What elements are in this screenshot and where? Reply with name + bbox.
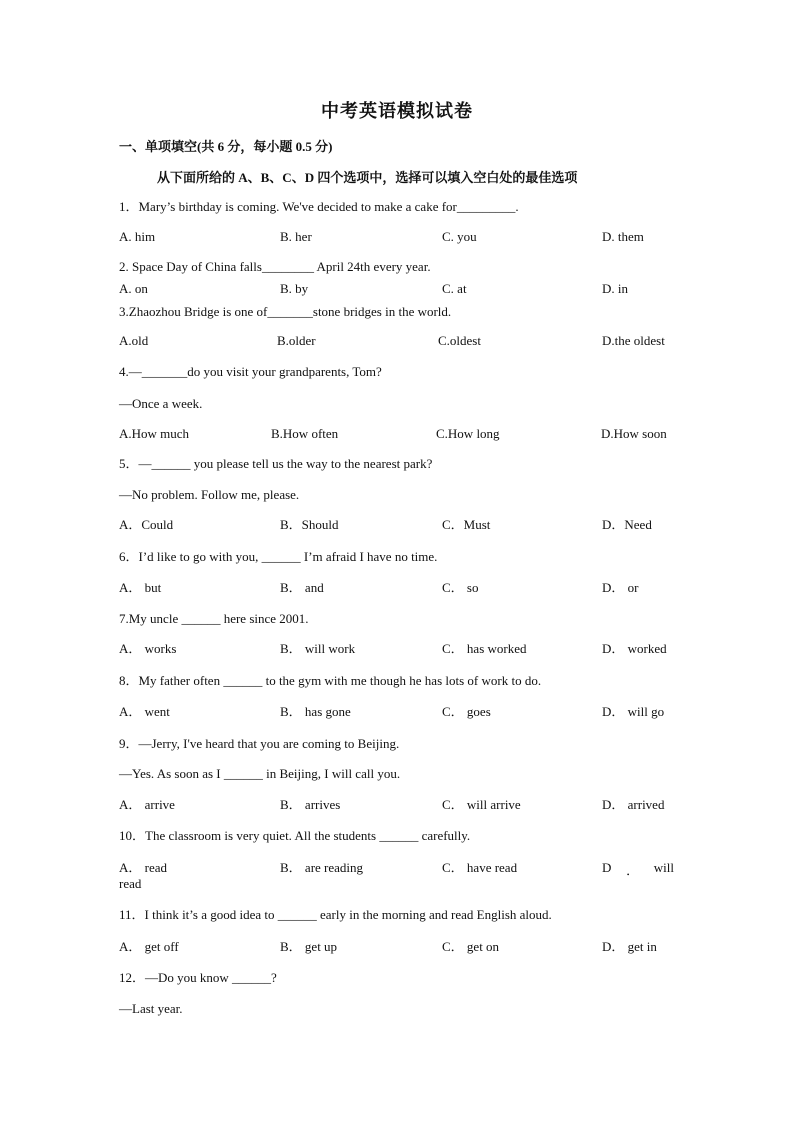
question-10-option-d-word: will (653, 860, 674, 875)
question-11-option-a: A． get off (119, 939, 179, 954)
question-10-option-c: C． have read (442, 860, 518, 875)
question-9-option-b: B． arrives (280, 797, 341, 812)
question-4-option-c: C.How long (436, 426, 500, 441)
question-1-option-d: D. them (602, 229, 644, 244)
question-6-option-c: C． so (442, 580, 479, 595)
question-12-response: —Last year. (119, 1001, 183, 1016)
question-11-stem: 11．I think it’s a good idea to ______ early in the morning and read English aloud. (119, 907, 552, 922)
question-7-option-a: A． works (119, 641, 177, 656)
question-5-option-d: D．Need (602, 517, 652, 532)
question-7-option-c: C． has worked (442, 641, 527, 656)
question-10-option-b: B． are reading (280, 860, 364, 875)
question-4-option-d: D.How soon (601, 426, 667, 441)
question-5-option-c: C．Must (442, 517, 491, 532)
question-9-option-c: C． will arrive (442, 797, 521, 812)
question-4-option-b: B.How often (271, 426, 339, 441)
question-10-option-d-wrap: read (119, 876, 142, 891)
question-10-option-a: A． read (119, 860, 168, 875)
question-6-option-b: B． and (280, 580, 324, 595)
question-2-option-b: B. by (280, 281, 309, 296)
question-2-option-c: C. at (442, 281, 467, 296)
question-1-option-a: A. him (119, 229, 156, 244)
question-3-option-a: A.old (119, 333, 149, 348)
question-11-option-b: B． get up (280, 939, 338, 954)
question-7-option-d: D． worked (602, 641, 667, 656)
question-8-option-b: B． has gone (280, 704, 351, 719)
question-6-option-d: D． or (602, 580, 639, 595)
question-6-stem: 6．I’d like to go with you, ______ I’m afraid I have no time. (119, 549, 438, 564)
question-5-stem: 5．—______ you please tell us the way to the nearest park? (119, 456, 433, 471)
question-2-option-d: D. in (602, 281, 628, 296)
question-6-option-a: A． but (119, 580, 162, 595)
question-11-option-c: C． get on (442, 939, 500, 954)
question-8-option-a: A． went (119, 704, 170, 719)
question-2-stem: 2. Space Day of China falls________ April 24th every year. (119, 259, 431, 274)
question-1-option-b: B. her (280, 229, 312, 244)
question-10-option-d-letter: D (602, 860, 612, 875)
question-3-option-c: C.oldest (438, 333, 481, 348)
question-9-stem: 9．—Jerry, I've heard that you are coming to Beijing. (119, 736, 400, 751)
question-8-option-c: C． goes (442, 704, 491, 719)
section-heading: 一、单项填空(共 6 分，每小题 0.5 分) (119, 139, 333, 154)
question-10-stem: 10．The classroom is very quiet. All the students ______ carefully. (119, 828, 471, 843)
question-1-stem: 1．Mary’s birthday is coming. We've decided to make a cake for_________. (119, 199, 519, 214)
question-3-option-b: B.older (277, 333, 316, 348)
question-9-option-d: D． arrived (602, 797, 665, 812)
question-9-option-a: A． arrive (119, 797, 175, 812)
question-10-option-d (602, 860, 674, 879)
question-4-stem: 4.—_______do you visit your grandparents, Tom? (119, 364, 382, 379)
question-11-option-d: D． get in (602, 939, 657, 954)
question-1-option-c: C. you (442, 229, 477, 244)
question-7-stem: 7.My uncle ______ here since 2001. (119, 611, 309, 626)
question-3-stem: 3.Zhaozhou Bridge is one of_______stone bridges in the world. (119, 304, 452, 319)
question-12-stem: 12．—Do you know ______? (119, 970, 277, 985)
page-title: 中考英语模拟试卷 (321, 101, 473, 121)
question-7-option-b: B． will work (280, 641, 356, 656)
question-5-option-a: A．Could (119, 517, 174, 532)
question-3-option-d: D.the oldest (602, 333, 665, 348)
question-2-option-a: A. on (119, 281, 148, 296)
question-4-option-a: A.How much (119, 426, 190, 441)
section-instruction: 从下面所给的 A、B、C、D 四个选项中，选择可以填入空白处的最佳选项 (157, 170, 578, 185)
question-8-stem: 8．My father often ______ to the gym with me though he has lots of work to do. (119, 673, 542, 688)
question-8-option-d: D． will go (602, 704, 665, 719)
question-10-option-d-dot: ． (626, 863, 640, 878)
question-5-response: —No problem. Follow me, please. (119, 487, 300, 502)
question-4-response: —Once a week. (119, 396, 203, 411)
question-5-option-b: B．Should (280, 517, 339, 532)
question-9-response: —Yes. As soon as I ______ in Beijing, I will call you. (119, 766, 401, 781)
